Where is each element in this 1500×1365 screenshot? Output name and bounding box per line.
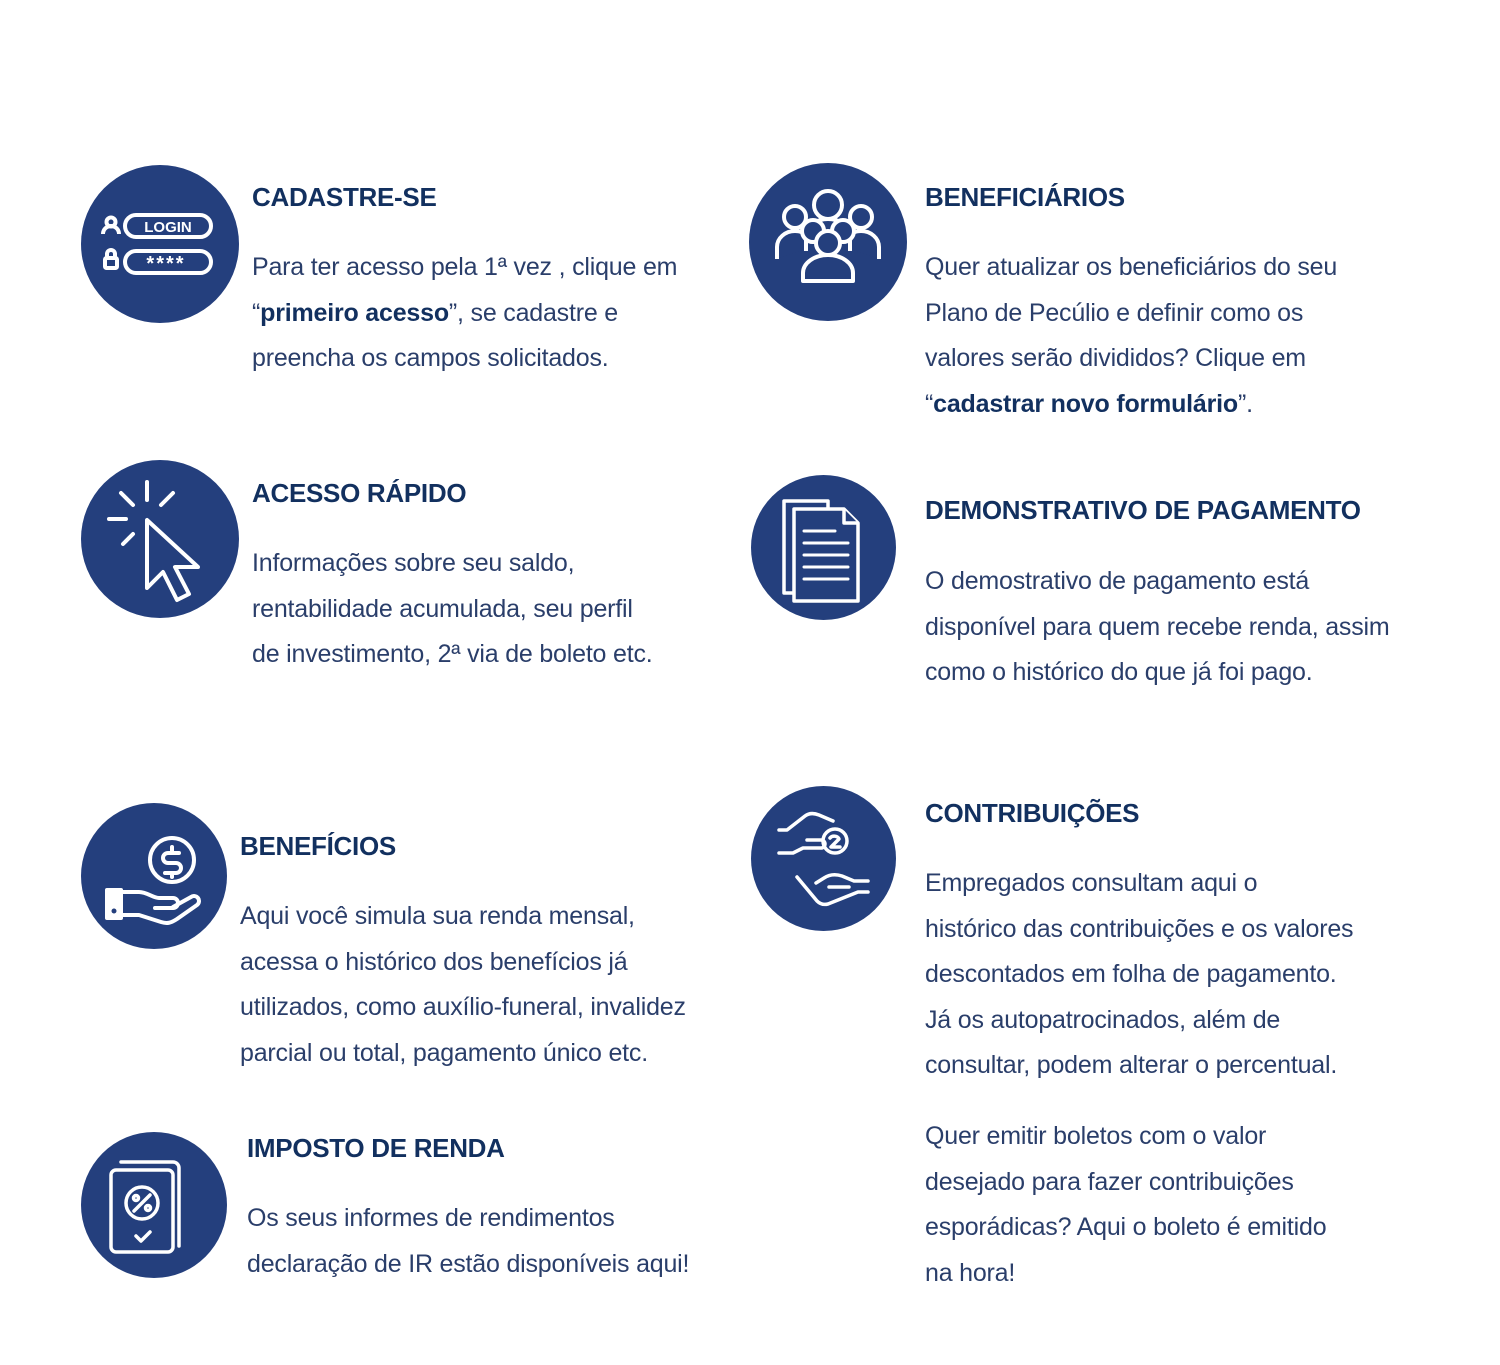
hand-coin-icon [81,803,227,949]
imposto-line-1: Os seus informes de rendimentos [247,1204,615,1232]
beneficiarios-title: BENEFICIÁRIOS [925,182,1125,212]
acesso-rapido-line-1: Informações sobre seu saldo, [252,549,575,577]
beneficiarios-line-2: Plano de Pecúlio e definir como os [925,298,1304,327]
quote-open: “ [925,389,934,418]
beneficiarios-icon-circle [749,163,907,321]
acesso-rapido-icon-circle [81,460,239,618]
imposto-title: IMPOSTO DE RENDA [247,1133,505,1163]
imposto-line-2: declaração de IR estão disponíveis aqui! [247,1249,690,1278]
hands-exchange-coin-icon [751,786,896,931]
acesso-rapido-line-3: de investimento, 2ª via de boleto etc. [252,640,653,668]
cadastre-line-2 [252,291,677,337]
beneficiarios-line-1: Quer atualizar os beneficiários do seu [925,253,1338,281]
contribuicoes-line-1: Empregados consultam aqui o [925,869,1258,897]
beneficios-text [240,894,686,1076]
imposto-icon-circle [81,1132,227,1278]
imposto-text [247,1196,689,1287]
cadastre-text [252,245,677,382]
demonstrativo-line-2: disponível para quem recebe renda, assim [925,612,1390,641]
beneficios-line-3: utilizados, como auxílio-funeral, invalidez [240,993,686,1021]
cadastre-line-1: Para ter acesso pela 1ª vez , clique em [252,253,678,281]
cadastrar-formulario-link[interactable]: cadastrar novo formulário [933,389,1238,418]
people-group-icon [749,163,907,321]
contribuicoes-line-2: histórico das contribuições e os valores [925,914,1354,943]
demonstrativo-text [925,559,1390,696]
contribuicoes-title: CONTRIBUIÇÕES [925,798,1140,828]
cadastre-line-3: preencha os campos solicitados. [252,344,609,372]
beneficios-title: BENEFÍCIOS [240,831,396,861]
cadastre-line-2-rest: ”, se cadastre e [448,298,619,327]
cadastre-title: CADASTRE-SE [252,182,437,212]
acesso-rapido-line-2: rentabilidade acumulada, seu perfil [252,594,633,623]
demonstrativo-line-1: O demostrativo de pagamento está [925,567,1310,595]
demonstrativo-title: DEMONSTRATIVO DE PAGAMENTO [925,495,1361,525]
password-label: **** [146,253,186,275]
beneficiarios-line-4 [925,382,1337,428]
primeiro-acesso-link[interactable]: primeiro acesso [260,298,449,327]
quote-close: ”. [1237,389,1253,418]
beneficiarios-line-3: valores serão divididos? Clique em [925,344,1306,372]
acesso-rapido-title: ACESSO RÁPIDO [252,478,467,508]
contribuicoes-line-8: esporádicas? Aqui o boleto é emitido [925,1213,1327,1241]
login-password-icon [81,165,239,323]
demonstrativo-icon-circle [751,475,896,620]
login-label: LOGIN [144,219,192,236]
beneficios-line-2: acessa o histórico dos benefícios já [240,947,628,976]
quote-open: “ [252,298,261,327]
beneficios-line-1: Aqui você simula sua renda mensal, [240,902,635,930]
beneficios-line-4: parcial ou total, pagamento único etc. [240,1038,648,1067]
contribuicoes-boleto-text [925,1114,1326,1296]
beneficios-icon-circle [81,803,227,949]
demonstrativo-line-3: como o histórico do que já foi pago. [925,658,1313,686]
acesso-rapido-text [252,541,653,678]
cursor-click-icon [81,460,239,618]
contribuicoes-line-9: na hora! [925,1258,1016,1287]
contribuicoes-line-3: descontados em folha de pagamento. [925,960,1337,988]
tax-document-icon [81,1132,227,1278]
contribuicoes-line-6: Quer emitir boletos com o valor [925,1122,1267,1150]
contribuicoes-icon-circle [751,786,896,931]
contribuicoes-line-4: Já os autopatrocinados, além de [925,1005,1281,1034]
cadastre-icon-circle [81,165,239,323]
contribuicoes-text [925,861,1353,1089]
contribuicoes-line-5: consultar, podem alterar o percentual. [925,1051,1338,1079]
beneficiarios-text [925,245,1337,427]
documents-icon [751,475,896,620]
contribuicoes-line-7: desejado para fazer contribuições [925,1167,1294,1196]
